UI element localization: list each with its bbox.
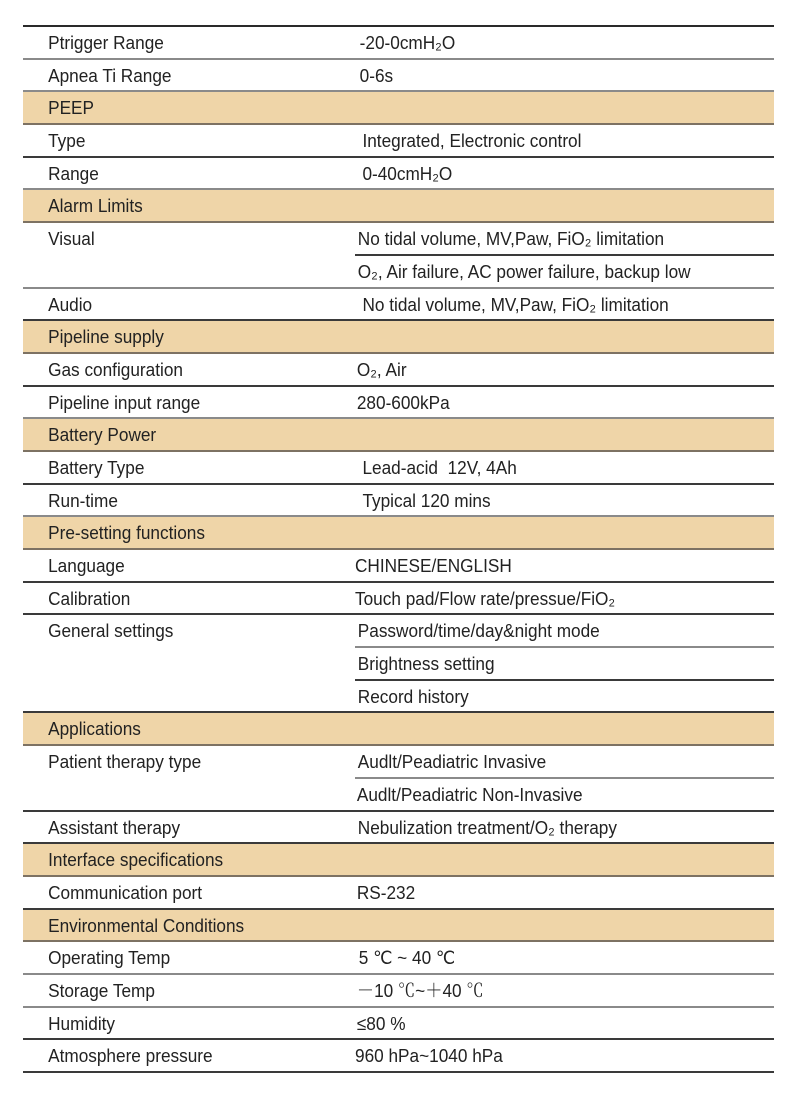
spec-label: Operating Temp [48,947,171,969]
spec-label: Language [48,555,125,576]
spec-value: 0-40cmH₂O [362,162,453,184]
table-row [23,1008,774,1041]
spec-value: Audlt/Peadiatric Invasive [357,751,547,773]
spec-value: 5 ℃ ~ 40 ℃ [358,947,456,969]
table-row [23,354,774,387]
table-row [23,812,774,845]
spec-label: Apnea Ti Range [48,64,172,86]
table-row [23,125,774,158]
section-header-alarm-limits [23,190,774,223]
spec-label: Type [48,130,86,152]
table-row [23,158,774,191]
spec-value: -20-0cmH₂O [359,32,456,53]
spec-value: Nebulization treatment/O₂ therapy [357,816,617,838]
spec-value: O₂, Air failure, AC power failure, backup low [357,260,691,282]
section-header-battery-power [23,419,774,452]
spec-label: Atmosphere pressure [48,1045,213,1067]
table-row [23,1040,774,1073]
table-row [23,550,774,583]
spec-value: Record history [357,685,469,707]
section-title: Pre-setting functions [48,522,205,544]
spec-label: Ptrigger Range [48,32,164,53]
spec-value: CHINESE/ENGLISH [355,555,512,576]
spec-value: －10 ℃~＋40 ℃ [356,979,484,1001]
spec-label: Assistant therapy [48,816,181,838]
section-title: Applications [48,718,141,740]
table-row [23,942,774,975]
table-row [23,27,774,60]
table-row [23,387,774,420]
table-row [23,485,774,518]
spec-label: Visual [48,228,95,250]
spec-label: Calibration [48,587,131,609]
spec-value: Touch pad/Flow rate/pressue/FiO₂ [355,587,616,609]
spec-value: ≤80 % [356,1012,406,1034]
spec-value: Typical 120 mins [362,489,491,511]
table-row-group [23,615,774,713]
section-header-applications [23,713,774,746]
spec-label: Communication port [48,881,203,903]
section-header-pipeline-supply [23,321,774,354]
section-title: Alarm Limits [48,195,143,217]
spec-label: Audio [48,293,93,315]
spec-value: 0-6s [359,64,394,86]
table-row [23,60,774,93]
section-title: Battery Power [48,424,157,446]
table-row [23,975,774,1008]
spec-label: Humidity [48,1012,116,1034]
spec-value: Audlt/Peadiatric Non-Invasive [356,783,583,805]
section-header-environmental-conditions [23,910,774,943]
spec-label: Battery Type [48,456,145,478]
specifications-table [23,25,774,1073]
table-row [23,877,774,910]
section-title: Interface specifications [48,849,224,871]
spec-label: Patient therapy type [48,751,202,773]
spec-value: No tidal volume, MV,Paw, FiO₂ limitation [357,228,665,250]
table-row-group [23,746,774,811]
spec-value: RS-232 [356,881,416,903]
spec-value: O₂, Air [356,358,407,380]
table-row [23,583,774,616]
spec-label: Range [48,162,99,184]
table-row-group [23,223,774,288]
table-row [23,452,774,485]
section-title: Pipeline supply [48,326,164,348]
spec-value: Integrated, Electronic control [362,130,582,152]
spec-label: Run-time [48,489,118,511]
spec-label: Gas configuration [48,358,183,380]
spec-value: 960 hPa~1040 hPa [355,1045,503,1067]
section-title: PEEP [48,97,95,119]
spec-value: Brightness setting [357,653,495,675]
section-header-interface-specifications [23,844,774,877]
section-header-pre-setting-functions [23,517,774,550]
spec-label: Storage Temp [48,979,155,1001]
section-header-peep [23,92,774,125]
section-title: Environmental Conditions [48,914,245,936]
spec-label: General settings [48,620,174,642]
spec-value: Password/time/day&night mode [357,620,600,642]
spec-value: Lead-acid 12V, 4Ah [362,456,517,478]
spec-value: 280-600kPa [356,391,450,413]
table-row [23,289,774,322]
spec-value: No tidal volume, MV,Paw, FiO₂ limitation [362,293,669,315]
spec-label: Pipeline input range [48,391,201,413]
